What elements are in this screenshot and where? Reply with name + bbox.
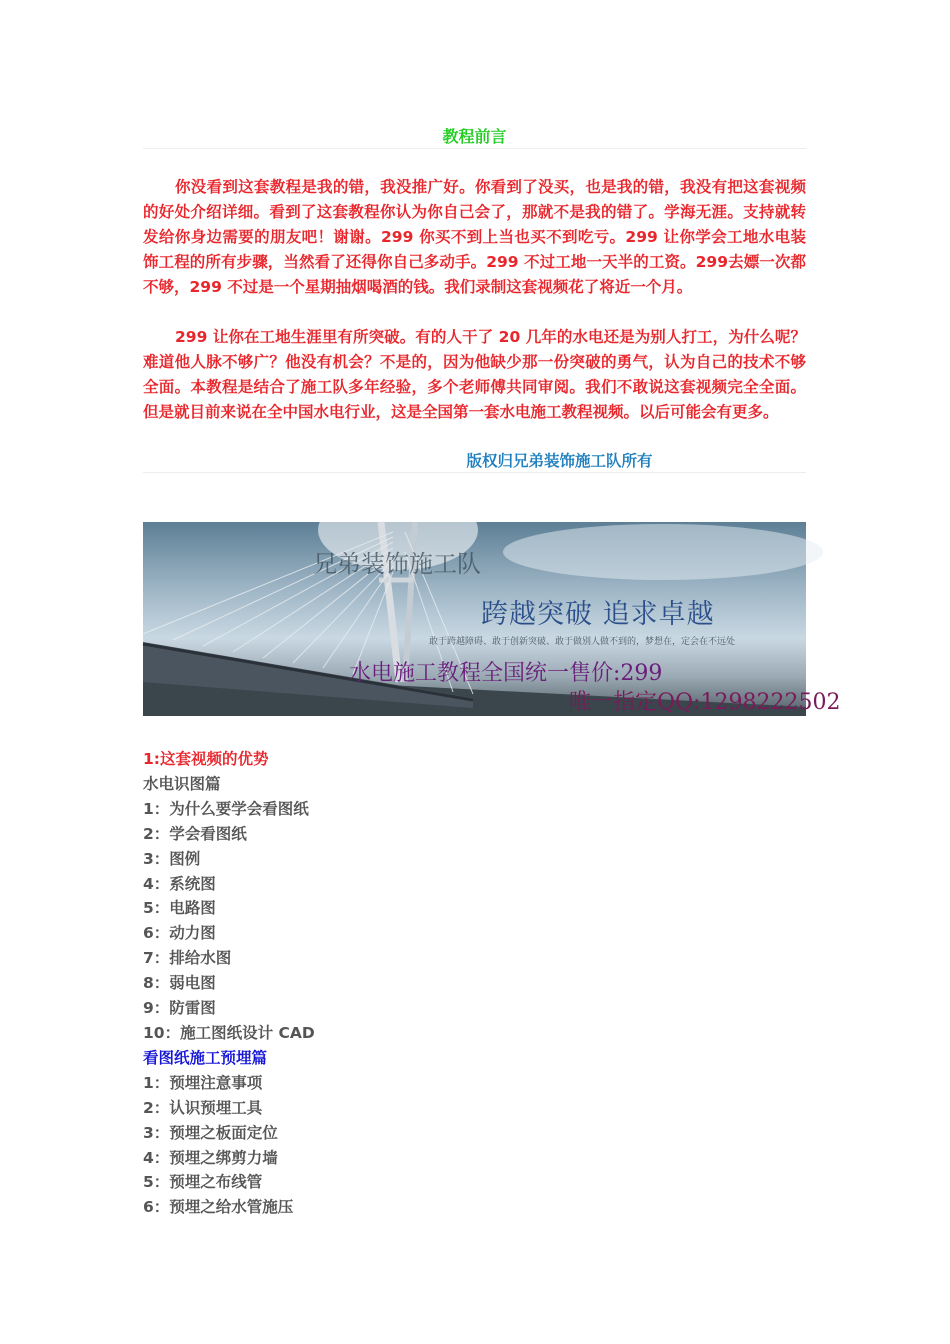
section-heading: 看图纸施工预埋篇 <box>143 1048 268 1067</box>
intro-paragraph-1: 你没看到这套教程是我的错，我没推广好。你看到了没买，也是我的错，我没有把这套视频的好处介绍详细。看到了这套教程你认为你自己会了，那就不是我的错了。学海无涯。支持就转发给你身边需要的朋友吧！谢谢。299 你买不到上当也买不到吃亏。299 让你学会工地水电装饰工程的所有步骤，当然看了还得你自己多动手。299 不过工地一天半的工资。299去嫖一次都不够，299 不过是一个星期抽烟喝酒的钱。我们录制这套视频花了将近一个月。 <box>143 178 806 296</box>
list-item: 5：预埋之布线管 <box>143 1173 263 1192</box>
list-item: 2：学会看图纸 <box>143 824 247 843</box>
list-item: 7：排给水图 <box>143 949 232 968</box>
list-item: 10：施工图纸设计 CAD <box>143 1023 315 1042</box>
list-item: 1：为什么要学会看图纸 <box>143 799 309 818</box>
list-item: 3：图例 <box>143 849 201 868</box>
list-item: 5：电路图 <box>143 899 216 918</box>
list-item: 6：动力图 <box>143 924 216 943</box>
copyright-divider <box>143 472 806 473</box>
list-item: 4：预埋之绑剪力墙 <box>143 1148 278 1167</box>
banner-qq: 唯一指定QQ:1298222502 <box>569 690 841 715</box>
promo-banner <box>143 522 841 716</box>
intro-paragraph-2: 299 让你在工地生涯里有所突破。有的人干了 20 几年的水电还是为别人打工，为什么呢？难道他人脉不够广？他没有机会？不是的，因为他缺少那一份突破的勇气，认为自己的技术不够全面。本教程是结合了施工队多年经验，多个老师傅共同审阅。我们不敢说这套视频完全全面。但是就目前来说在全中国水电行业，这是全国第一套水电施工教程视频。以后可能会有更多。 <box>143 328 806 421</box>
banner-price: 水电施工教程全国统一售价:299 <box>349 661 663 686</box>
title-divider <box>143 148 806 149</box>
list-item: 8：弱电图 <box>143 974 216 993</box>
list-item: 4：系统图 <box>143 874 216 893</box>
list-item: 6：预埋之给水管施压 <box>143 1198 294 1217</box>
contents-list <box>143 747 806 1220</box>
copyright-note: 版权归兄弟装饰施工队所有 <box>466 452 653 470</box>
list-item: 3：预埋之板面定位 <box>143 1123 278 1142</box>
list-item: 水电识图篇 <box>143 774 221 793</box>
list-item: 2：认识预埋工具 <box>143 1098 263 1117</box>
section-heading: 1:这套视频的优势 <box>143 750 269 768</box>
page-title: 教程前言 <box>442 127 507 146</box>
banner-team-name: 兄弟装饰施工队 <box>313 550 481 578</box>
banner-small-text: 敢于跨越障碍、敢于创新突破、敢于做别人做不到的，梦想在，定会在不远处 <box>429 637 736 647</box>
banner-slogan: 跨越突破 追求卓越 <box>481 599 715 630</box>
list-item: 9：防雷图 <box>143 999 216 1018</box>
list-item: 1：预埋注意事项 <box>143 1073 263 1092</box>
